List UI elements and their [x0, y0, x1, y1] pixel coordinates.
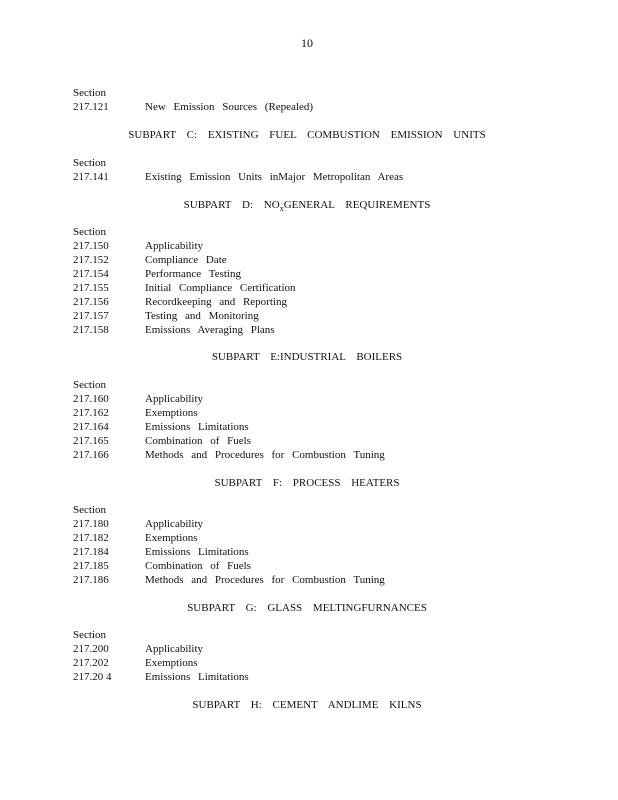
section-number: 217.152: [73, 254, 109, 266]
section-title: Applicability: [145, 240, 204, 252]
toc-row: [73, 392, 598, 406]
section-title: Existing Emission Units inMajor Metropolitan Areas: [145, 171, 404, 183]
section-title: Applicability: [145, 393, 204, 405]
section-label: Section: [73, 157, 106, 169]
subpart-heading: SUBPART E:INDUSTRIAL BOILERS: [211, 351, 403, 363]
toc-row: [73, 434, 598, 448]
section-number: 217.180: [73, 518, 109, 530]
toc-row: [73, 323, 598, 337]
section-title: Testing and Monitoring: [145, 310, 259, 322]
section-title: Combination of Fuels: [145, 560, 251, 572]
section-title: Exemptions: [145, 532, 198, 544]
section-number: 217.158: [73, 324, 109, 336]
section-number: 217.165: [73, 435, 109, 447]
section-title: Compliance Date: [145, 254, 227, 266]
toc-row: [73, 406, 598, 420]
section-number: 217.150: [73, 240, 109, 252]
toc-row: [73, 267, 598, 281]
section-number: 217.184: [73, 546, 109, 558]
section-number: 217.185: [73, 560, 109, 572]
section-title: Initial Compliance Certification: [145, 282, 296, 294]
section-number: 217.166: [73, 449, 109, 461]
section-number: 217.182: [73, 532, 109, 544]
subpart-heading: SUBPART C: EXISTING FUEL COMBUSTION EMISSION UNITS: [128, 129, 486, 141]
toc-row: [73, 281, 598, 295]
section-title: Emissions Limitations: [145, 421, 249, 433]
section-label: Section: [73, 87, 106, 99]
section-title: Performance Testing: [145, 268, 241, 280]
section-label: Section: [73, 226, 106, 238]
section-number: 217.20 4: [73, 671, 112, 683]
section-title: Applicability: [145, 643, 204, 655]
toc-row: [73, 420, 598, 434]
toc-row: [73, 239, 598, 253]
section-title: Exemptions: [145, 407, 198, 419]
section-title: Applicability: [145, 518, 204, 530]
toc-row: [73, 642, 598, 656]
section-title: Emissions Limitations: [145, 671, 249, 683]
section-label: Section: [73, 504, 106, 516]
toc-row: [73, 448, 598, 462]
section-title: New Emission Sources (Repealed): [145, 101, 314, 113]
section-title: Exemptions: [145, 657, 198, 669]
section-label: Section: [73, 629, 106, 641]
toc-row: [73, 170, 598, 184]
toc-row: [73, 656, 598, 670]
subpart-heading: SUBPART H: CEMENT ANDLIME KILNS: [192, 699, 422, 711]
section-number: 217.202: [73, 657, 109, 669]
section-title: Recordkeeping and Reporting: [145, 296, 287, 308]
toc-row: [73, 545, 598, 559]
toc-row: [73, 100, 598, 114]
section-number: 217.155: [73, 282, 109, 294]
toc-row: [73, 517, 598, 531]
section-number: 217.186: [73, 574, 109, 586]
section-number: 217.162: [73, 407, 109, 419]
section-title: Combination of Fuels: [145, 435, 251, 447]
toc-row: [73, 253, 598, 267]
section-number: 217.156: [73, 296, 109, 308]
section-title: Emissions Averaging Plans: [145, 324, 275, 336]
toc-row: [73, 309, 598, 323]
section-number: 217.164: [73, 421, 109, 433]
section-number: 217.160: [73, 393, 109, 405]
subpart-heading: SUBPART F: PROCESS HEATERS: [214, 477, 400, 489]
subpart-heading: SUBPART D: $NO_xGENERAL$ REQUIREMENTS: [183, 199, 431, 213]
toc-row: [73, 573, 598, 587]
section-label: Section: [73, 379, 106, 391]
section-number: 217.200: [73, 643, 109, 655]
section-number: 217.157: [73, 310, 109, 322]
section-number: 217.121: [73, 101, 109, 113]
page-number: 10: [301, 36, 313, 50]
section-number: 217.154: [73, 268, 109, 280]
section-title: Methods and Procedures for Combustion Tuning: [145, 449, 385, 461]
toc-row: [73, 670, 598, 684]
section-title: Methods and Procedures for Combustion Tuning: [145, 574, 385, 586]
toc-row: [73, 531, 598, 545]
section-number: 217.141: [73, 171, 109, 183]
subpart-heading: SUBPART G: GLASS MELTINGFURNANCES: [187, 602, 427, 614]
toc-row: [73, 559, 598, 573]
toc-row: [73, 295, 598, 309]
section-title: Emissions Limitations: [145, 546, 249, 558]
